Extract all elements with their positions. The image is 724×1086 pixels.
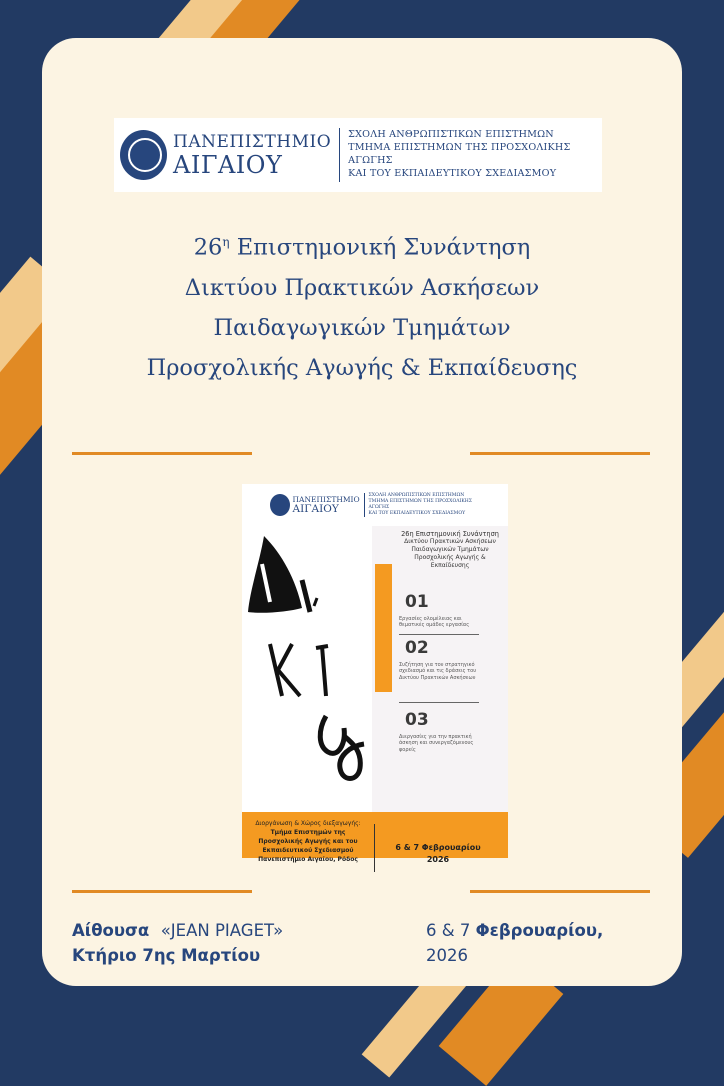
title-line3: Παιδαγωγικών Τμημάτων (213, 314, 511, 341)
logo-divider (339, 128, 340, 182)
venue-room-name: «JEAN PIAGET» (160, 921, 284, 940)
poster-card (42, 38, 682, 986)
poster-item-rule (399, 634, 479, 635)
poster-item-number: 03 (405, 710, 429, 730)
university-logo (114, 118, 602, 192)
university-seal-icon (270, 494, 290, 516)
calligraphy-delta (248, 536, 302, 613)
event-date (426, 918, 603, 968)
divider-line (470, 452, 650, 455)
title-line4: Προσχολικής Αγωγής & Εκπαίδευσης (146, 354, 578, 381)
event-month: Φεβρουαρίου, (475, 921, 604, 940)
title-superscript: η (222, 235, 230, 249)
poster-item-text: Συζήτηση για τον στρατηγικό σχεδιασμό και τις δράσεις του Δικτύου Πρακτικών Ασκήσεων (399, 662, 477, 681)
divider-line (72, 890, 252, 893)
divider-line (470, 890, 650, 893)
poster-item-text: Εργασίες ολομέλειας και θεματικές ομάδες εργασίας (399, 616, 470, 629)
poster-footer-divider (374, 824, 375, 872)
poster-meeting-title: 26η Επιστημονική Συνάντηση Δικτύου Πρακτικών Ασκήσεων Παιδαγωγικών Τμημάτων Προσχολικής Αγωγής & Εκπαίδευσης (401, 530, 499, 569)
university-seal-icon (120, 130, 167, 180)
poster-item-number: 01 (405, 592, 429, 612)
event-days: 6 & 7 (426, 921, 471, 940)
poster-logo: ΠΑΝΕΠΙΣΤΗΜΙΟ ΑΙΓΑΙΟΥ ΣΧΟΛΗ ΑΝΘΡΩΠΙΣΤΙΚΩΝ ΕΠΙΣΤΗΜΩΝ ΤΜΗΜΑ ΕΠΙΣΤΗΜΩΝ ΤΗΣ ΠΡΟΣΧΟΛΙΚΗΣ ΑΓΩΓΗΣ ΚΑΙ ΤΟΥ ΕΚΠΑΙΔΕΥΤΙΚΟΥ ΣΧΕΔΙΑΣΜΟΥ (270, 490, 480, 520)
calligraphy-artwork (242, 520, 372, 810)
divider-line (72, 452, 252, 455)
poster-item-text: Διεργασίες για την πρακτική άσκηση και συνεργαζόμενους φορείς (399, 734, 474, 753)
title-line2: Δικτύου Πρακτικών Ασκήσεων (184, 274, 540, 301)
poster-date: 6 & 7 Φεβρουαρίου 2026 (395, 843, 481, 864)
poster-accent-bar (375, 564, 392, 692)
event-poster-image (242, 484, 508, 864)
event-title (42, 222, 682, 388)
school-name: ΣΧΟΛΗ ΑΝΘΡΩΠΙΣΤΙΚΩΝ ΕΠΙΣΤΗΜΩΝ ΤΜΗΜΑ ΕΠΙΣΤΗΜΩΝ ΤΗΣ ΠΡΟΣΧΟΛΙΚΗΣ ΑΓΩΓΗΣ ΚΑΙ ΤΟΥ ΕΚΠΑΙΔΕΥΤΙΚΟΥ ΣΧΕΔΙΑΣΜΟΥ (348, 129, 571, 179)
poster-item-rule (399, 702, 479, 703)
venue-label: Αίθουσα (72, 921, 150, 940)
university-name-line2: ΑΙΓΑΙΟΥ (173, 150, 283, 179)
venue-info (72, 918, 283, 968)
title-number: 26 (193, 234, 223, 261)
poster-item-number: 02 (405, 638, 429, 658)
poster-organizer: Διοργάνωση & Χώρος διεξαγωγής: Τμήμα Επιστημών της Προσχολικής Αγωγής και του Εκπαιδευτικού Σχεδιασμού Πανεπιστήμιο Αιγαίου, Ρόδος (255, 820, 361, 863)
university-name-line1: ΠΑΝΕΠΙΣΤΗΜΙΟ (173, 131, 332, 152)
venue-building: Κτήριο 7ης Μαρτίου (72, 946, 261, 965)
event-year: 2026 (426, 946, 468, 965)
title-line1: Επιστημονική Συνάντηση (229, 234, 531, 261)
calligraphy-title: Δίκτυο (242, 520, 246, 521)
